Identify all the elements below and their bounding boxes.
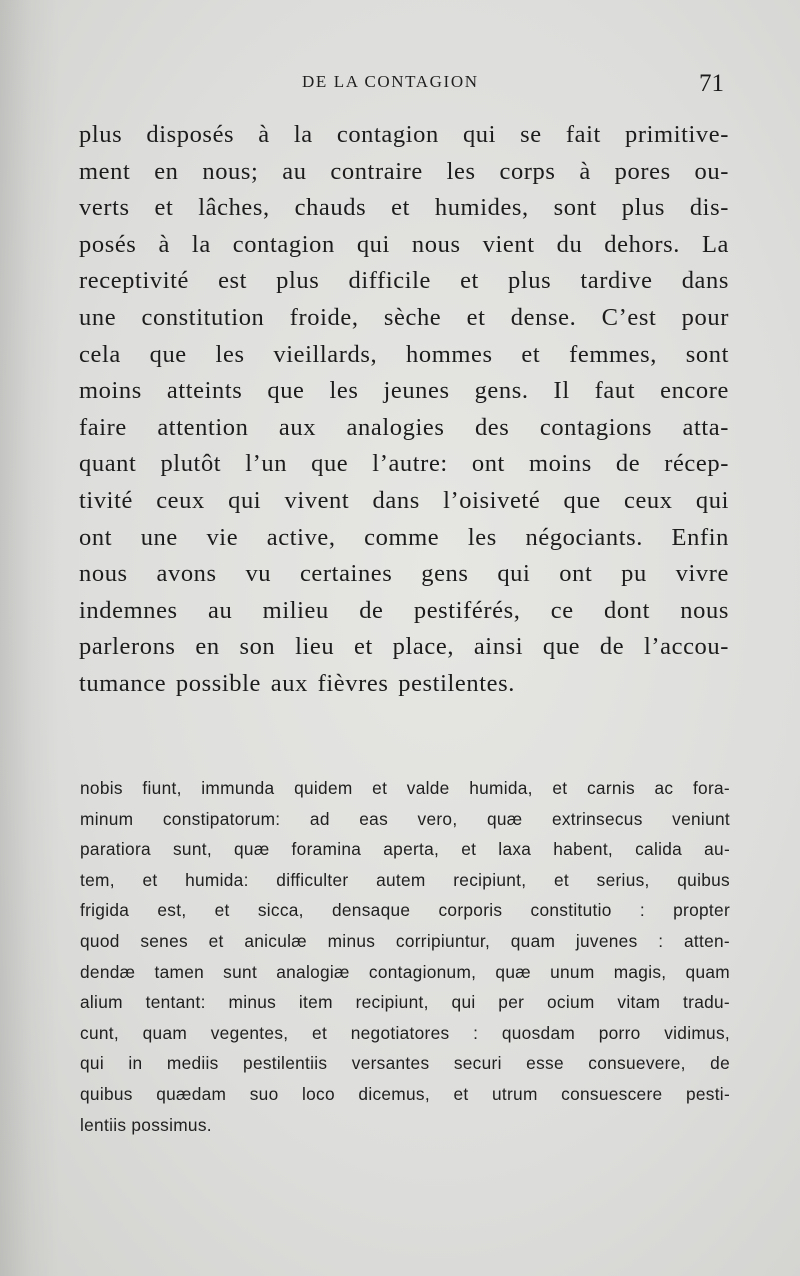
- note-line: tem, et humida: difficulter autem recipiunt, et serius, quibus: [80, 869, 730, 890]
- note-line: quod senes et aniculæ minus corripiuntur, quam juvenes : atten-: [80, 930, 730, 951]
- note-line: cunt, quam vegentes, et negotiatores : quosdam porro vidimus,: [80, 1022, 730, 1043]
- note-line: frigida est, et sicca, densaque corporis constitutio : propter: [80, 900, 730, 921]
- text-line: cela que les vieillards, hommes et femmes, sont: [79, 340, 729, 368]
- text-line: posés à la contagion qui nous vient du dehors. La: [79, 230, 729, 258]
- text-line: une constitution froide, sèche et dense. C’est pour: [79, 303, 729, 331]
- note-line: nobis fiunt, immunda quidem et valde humida, et carnis ac fora-: [80, 778, 730, 798]
- text-line: faire attention aux analogies des contagions atta-: [79, 413, 729, 441]
- text-line: moins atteints que les jeunes gens. Il faut encore: [79, 377, 729, 405]
- text-line: indemnes au milieu de pestiférés, ce dont nous: [79, 596, 729, 624]
- text-line: ont une vie active, comme les négociants. Enfin: [79, 523, 729, 551]
- text-line: receptivité est plus difficile et plus tardive dans: [79, 267, 729, 295]
- text-line: plus disposés à la contagion qui se fait primitive-: [79, 121, 729, 148]
- text-line: ment en nous; au contraire les corps à pores ou-: [79, 157, 729, 185]
- note-line: quibus quædam suo loco dicemus, et utrum consuescere pesti-: [80, 1083, 730, 1104]
- note-line: qui in mediis pestilentiis versantes securi esse consuevere, de: [80, 1053, 730, 1074]
- text-line: quant plutôt l’un que l’autre: ont moins de récep-: [79, 450, 729, 478]
- page-header: [0, 66, 800, 106]
- text-line: verts et lâches, chauds et humides, sont plus dis-: [79, 194, 729, 222]
- text-line: tumance possible aux fièvres pestilentes.: [79, 669, 515, 697]
- note-line: minum constipatorum: ad eas vero, quæ extrinsecus veniunt: [80, 808, 730, 829]
- note-line: alium tentant: minus item recipiunt, qui per ocium vitam tradu-: [80, 992, 730, 1013]
- text-line: tivité ceux qui vivent dans l’oisiveté que ceux qui: [79, 486, 729, 514]
- text-line: parlerons en son lieu et place, ainsi que de l’accou-: [79, 633, 729, 661]
- page-number: 71: [699, 70, 724, 97]
- text-line: nous avons vu certaines gens qui ont pu vivre: [79, 560, 729, 588]
- note-line: paratiora sunt, quæ foramina aperta, et laxa habent, calida au-: [80, 839, 730, 860]
- note-line: dendæ tamen sunt analogiæ contagionum, quæ unum magis, quam: [80, 961, 730, 982]
- running-head: DE LA CONTAGION: [302, 72, 479, 91]
- french-translation-text: [79, 117, 729, 703]
- latin-original-text: [80, 773, 730, 1140]
- note-line: lentiis possimus.: [80, 1114, 212, 1135]
